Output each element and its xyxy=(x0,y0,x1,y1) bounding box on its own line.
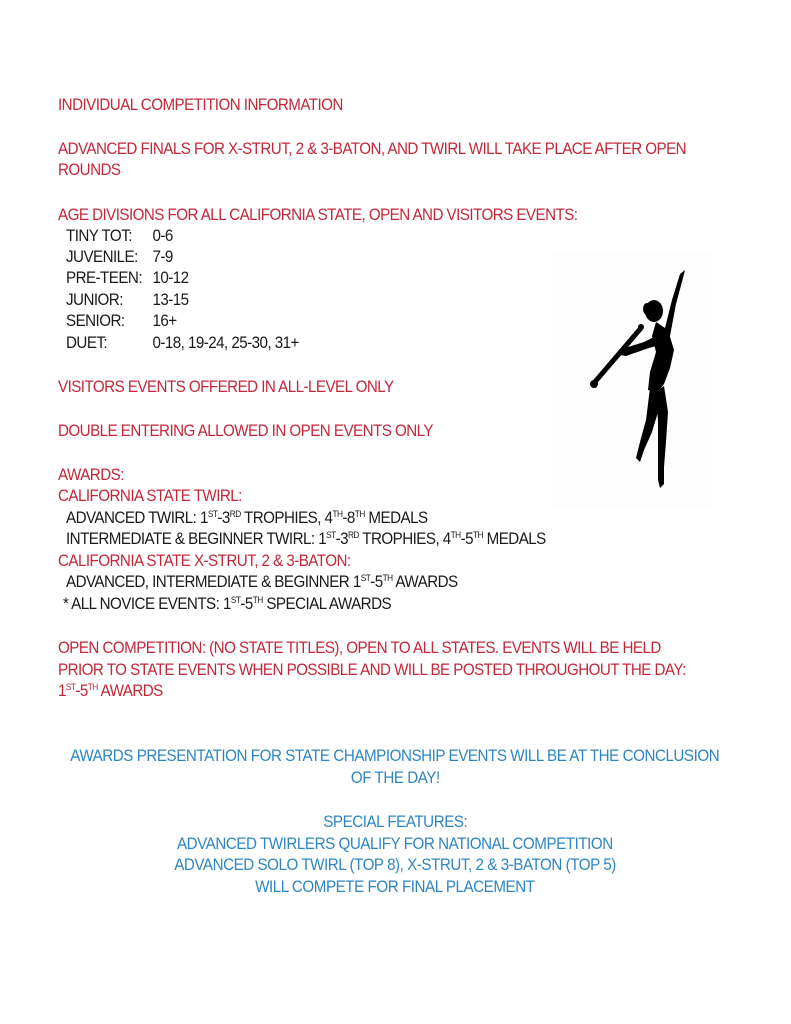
advanced-twirl-awards: ADVANCED TWIRL: 1ST-3RD TROPHIES, 4TH-8TH MEDALS xyxy=(66,509,428,527)
state-strut-heading: CALIFORNIA STATE X-STRUT, 2 & 3-BATON: xyxy=(58,552,351,570)
age-divisions-heading: AGE DIVISIONS FOR ALL CALIFORNIA STATE, OPEN AND VISITORS EVENTS: xyxy=(58,206,578,224)
open-competition-line-1: OPEN COMPETITION: (NO STATE TITLES), OPEN TO ALL STATES. EVENTS WILL BE HELD xyxy=(58,639,661,657)
visitors-note: VISITORS EVENTS OFFERED IN ALL-LEVEL ONLY xyxy=(58,378,394,396)
open-competition-awards: 1ST-5TH AWARDS xyxy=(58,682,163,700)
age-row-duet: DUET: 0-18, 19-24, 25-30, 31+ xyxy=(66,334,299,352)
age-row-senior: SENIOR: 16+ xyxy=(66,312,177,330)
age-row-juvenile: JUVENILE: 7-9 xyxy=(66,248,173,266)
all-levels-strut-awards: ADVANCED, INTERMEDIATE & BEGINNER 1ST-5TH AWARDS xyxy=(66,573,458,591)
state-twirl-heading: CALIFORNIA STATE TWIRL: xyxy=(58,487,242,505)
advanced-finals-line-1: ADVANCED FINALS FOR X-STRUT, 2 & 3-BATON, AND TWIRL WILL TAKE PLACE AFTER OPEN xyxy=(58,140,687,158)
open-competition-line-2: PRIOR TO STATE EVENTS WHEN POSSIBLE AND WILL BE POSTED THROUGHOUT THE DAY: xyxy=(58,661,686,679)
age-row-tiny-tot: TINY TOT: 0-6 xyxy=(66,227,173,245)
age-row-junior: JUNIOR: 13-15 xyxy=(66,291,189,309)
advanced-finals-line-2: ROUNDS xyxy=(58,161,121,179)
novice-events-awards: * ALL NOVICE EVENTS: 1ST-5TH SPECIAL AWARDS xyxy=(63,595,392,613)
awards-presentation-note: AWARDS PRESENTATION FOR STATE CHAMPIONSHIP EVENTS WILL BE AT THE CONCLUSION OF THE DAY! xyxy=(70,747,720,787)
page-title: INDIVIDUAL COMPETITION INFORMATION xyxy=(58,96,343,114)
awards-heading: AWARDS: xyxy=(58,466,124,484)
double-entering-note: DOUBLE ENTERING ALLOWED IN OPEN EVENTS ONLY xyxy=(58,422,433,440)
intermediate-beginner-twirl-awards: INTERMEDIATE & BEGINNER TWIRL: 1ST-3RD TROPHIES, 4TH-5TH MEDALS xyxy=(66,530,546,548)
baton-twirler-silhouette-icon xyxy=(552,252,712,507)
special-features: SPECIAL FEATURES: ADVANCED TWIRLERS QUALIFY FOR NATIONAL COMPETITION ADVANCED SOLO TWIRL (TOP 8), X-STRUT, 2 & 3-BATON (TOP 5) WILL COMPETE FOR FINAL PLACEMENT xyxy=(174,813,616,896)
age-row-pre-teen: PRE-TEEN: 10-12 xyxy=(66,269,189,287)
